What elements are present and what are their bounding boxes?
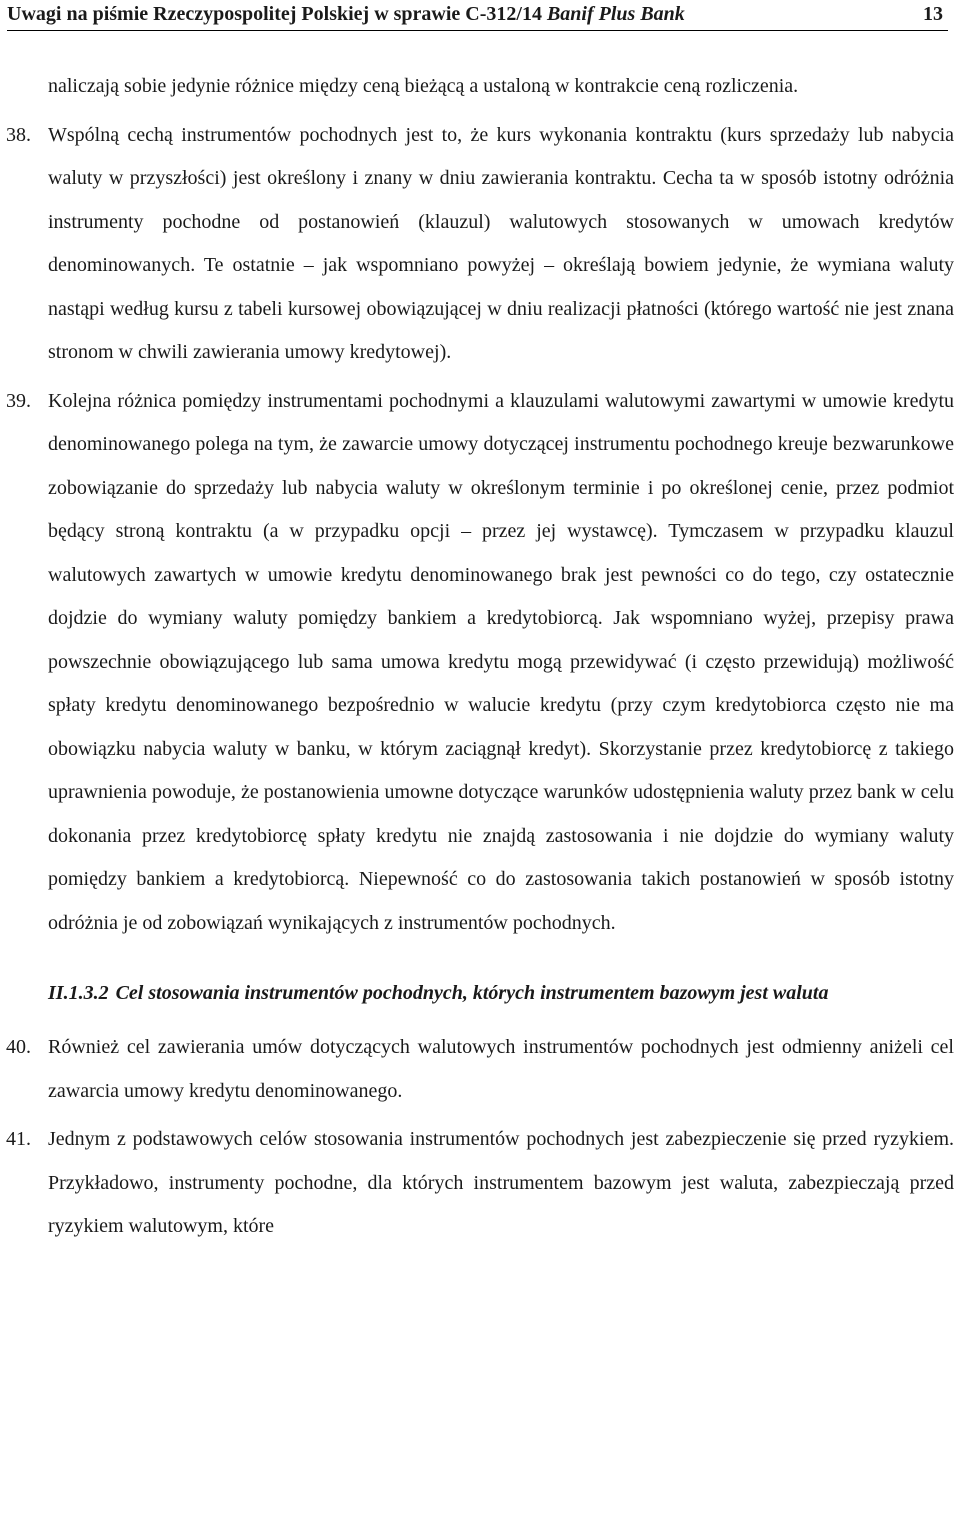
- paragraph-text: Wspólną cechą instrumentów pochodnych jest to, że kurs wykonania kontraktu (kurs sprzedaży lub nabycia waluty w przyszłości) jest określony i znany w dniu zawierania kontraktu. Cecha ta w sposób istotny odróżnia instrumenty pochodne od postanowień (klauzul) walutowych stosowanych w umowach kredytów denominowanych. Te ostatnie – jak wspomniano powyżej – określają bowiem jedynie, że wymiana waluty nastąpi według kursu z tabeli kursowej obowiązującej w dniu realizacji płatności (którego wartość nie jest znana stronom w chwili zawierania umowy kredytowej).: [48, 123, 954, 363]
- paragraph-continuation: [48, 65, 954, 109]
- page-number: 13: [923, 3, 943, 25]
- paragraph-text: naliczają sobie jedynie różnice między ceną bieżącą a ustaloną w kontrakcie ceną rozliczenia.: [48, 75, 799, 97]
- paragraph-text: Jednym z podstawowych celów stosowania instrumentów pochodnych jest zabezpieczenie się przed ryzykiem. Przykładowo, instrumenty pochodne, dla których instrumentem bazowym jest waluta, zabezpieczają przed ryzykiem walutowym, które: [48, 1128, 954, 1237]
- paragraph-38: [6, 114, 954, 375]
- paragraph-number: 39.: [6, 389, 31, 412]
- paragraph-text: Kolejna różnica pomiędzy instrumentami pochodnymi a klauzulami walutowymi zawartymi w umowie kredytu denominowanego polega na tym, że zawarcie umowy dotyczącej instrumentu pochodnego kreuje bezwarunkowe zobowiązanie do sprzedaży lub nabycia waluty w określonym terminie i po określonej cenie, przez podmiot będący stroną kontraktu (a w przypadku opcji – przez jej wystawcę). Tymczasem w przypadku klauzul walutowych zawartych w umowie kredytu denominowanego brak jest pewności co do tego, czy ostatecznie dojdzie do wymiany waluty pomiędzy bankiem a kredytobiorcą. Jak wspomniano wyżej, przepisy prawa powszechnie obowiązującego lub sama umowa kredytu mogą przewidywać (i często przewidują) możliwość spłaty kredytu denominowanego bezpośrednio w walucie kredytu (przy czym kredytobiorca często nie ma obowiązku nabycia waluty w banku, w którym zaciągnął kredyt). Skorzystanie przez kredytobiorcę z takiego uprawnienia powoduje, że postanowienia umowne dotyczące warunków udostępnienia waluty przez bank w celu dokonania przez kredytobiorcę spłaty kredytu nie znajdą zastosowania i nie dojdzie do wymiany waluty pomiędzy bankiem a kredytobiorcą. Niepewność co do zastosowania takich postanowień w sposób istotny odróżnia je od zobowiązań wynikających z instrumentów pochodnych.: [48, 389, 954, 934]
- header-title-italic: Banif Plus Bank: [546, 3, 685, 25]
- running-header: [7, 0, 948, 31]
- paragraph-39: [6, 380, 954, 946]
- header-title: [7, 0, 685, 28]
- header-title-plain: Uwagi na piśmie Rzeczypospolitej Polskiej w sprawie C-312/14: [7, 3, 547, 25]
- paragraph-text: Również cel zawierania umów dotyczących walutowych instrumentów pochodnych jest odmienny aniżeli cel zawarcia umowy kredytu denominowanego.: [48, 1036, 954, 1102]
- paragraph-number: 38.: [6, 123, 31, 146]
- section-heading-number: II.1.3.2: [48, 982, 109, 1004]
- section-heading: [48, 971, 954, 1015]
- paragraph-number: 41.: [6, 1128, 31, 1150]
- paragraph-number: 40.: [6, 1036, 31, 1058]
- document-body: [6, 65, 954, 1249]
- paragraph-41: [6, 1118, 954, 1249]
- section-heading-text: Cel stosowania instrumentów pochodnych, których instrumentem bazowym jest waluta: [115, 982, 829, 1004]
- paragraph-40: [6, 1026, 954, 1113]
